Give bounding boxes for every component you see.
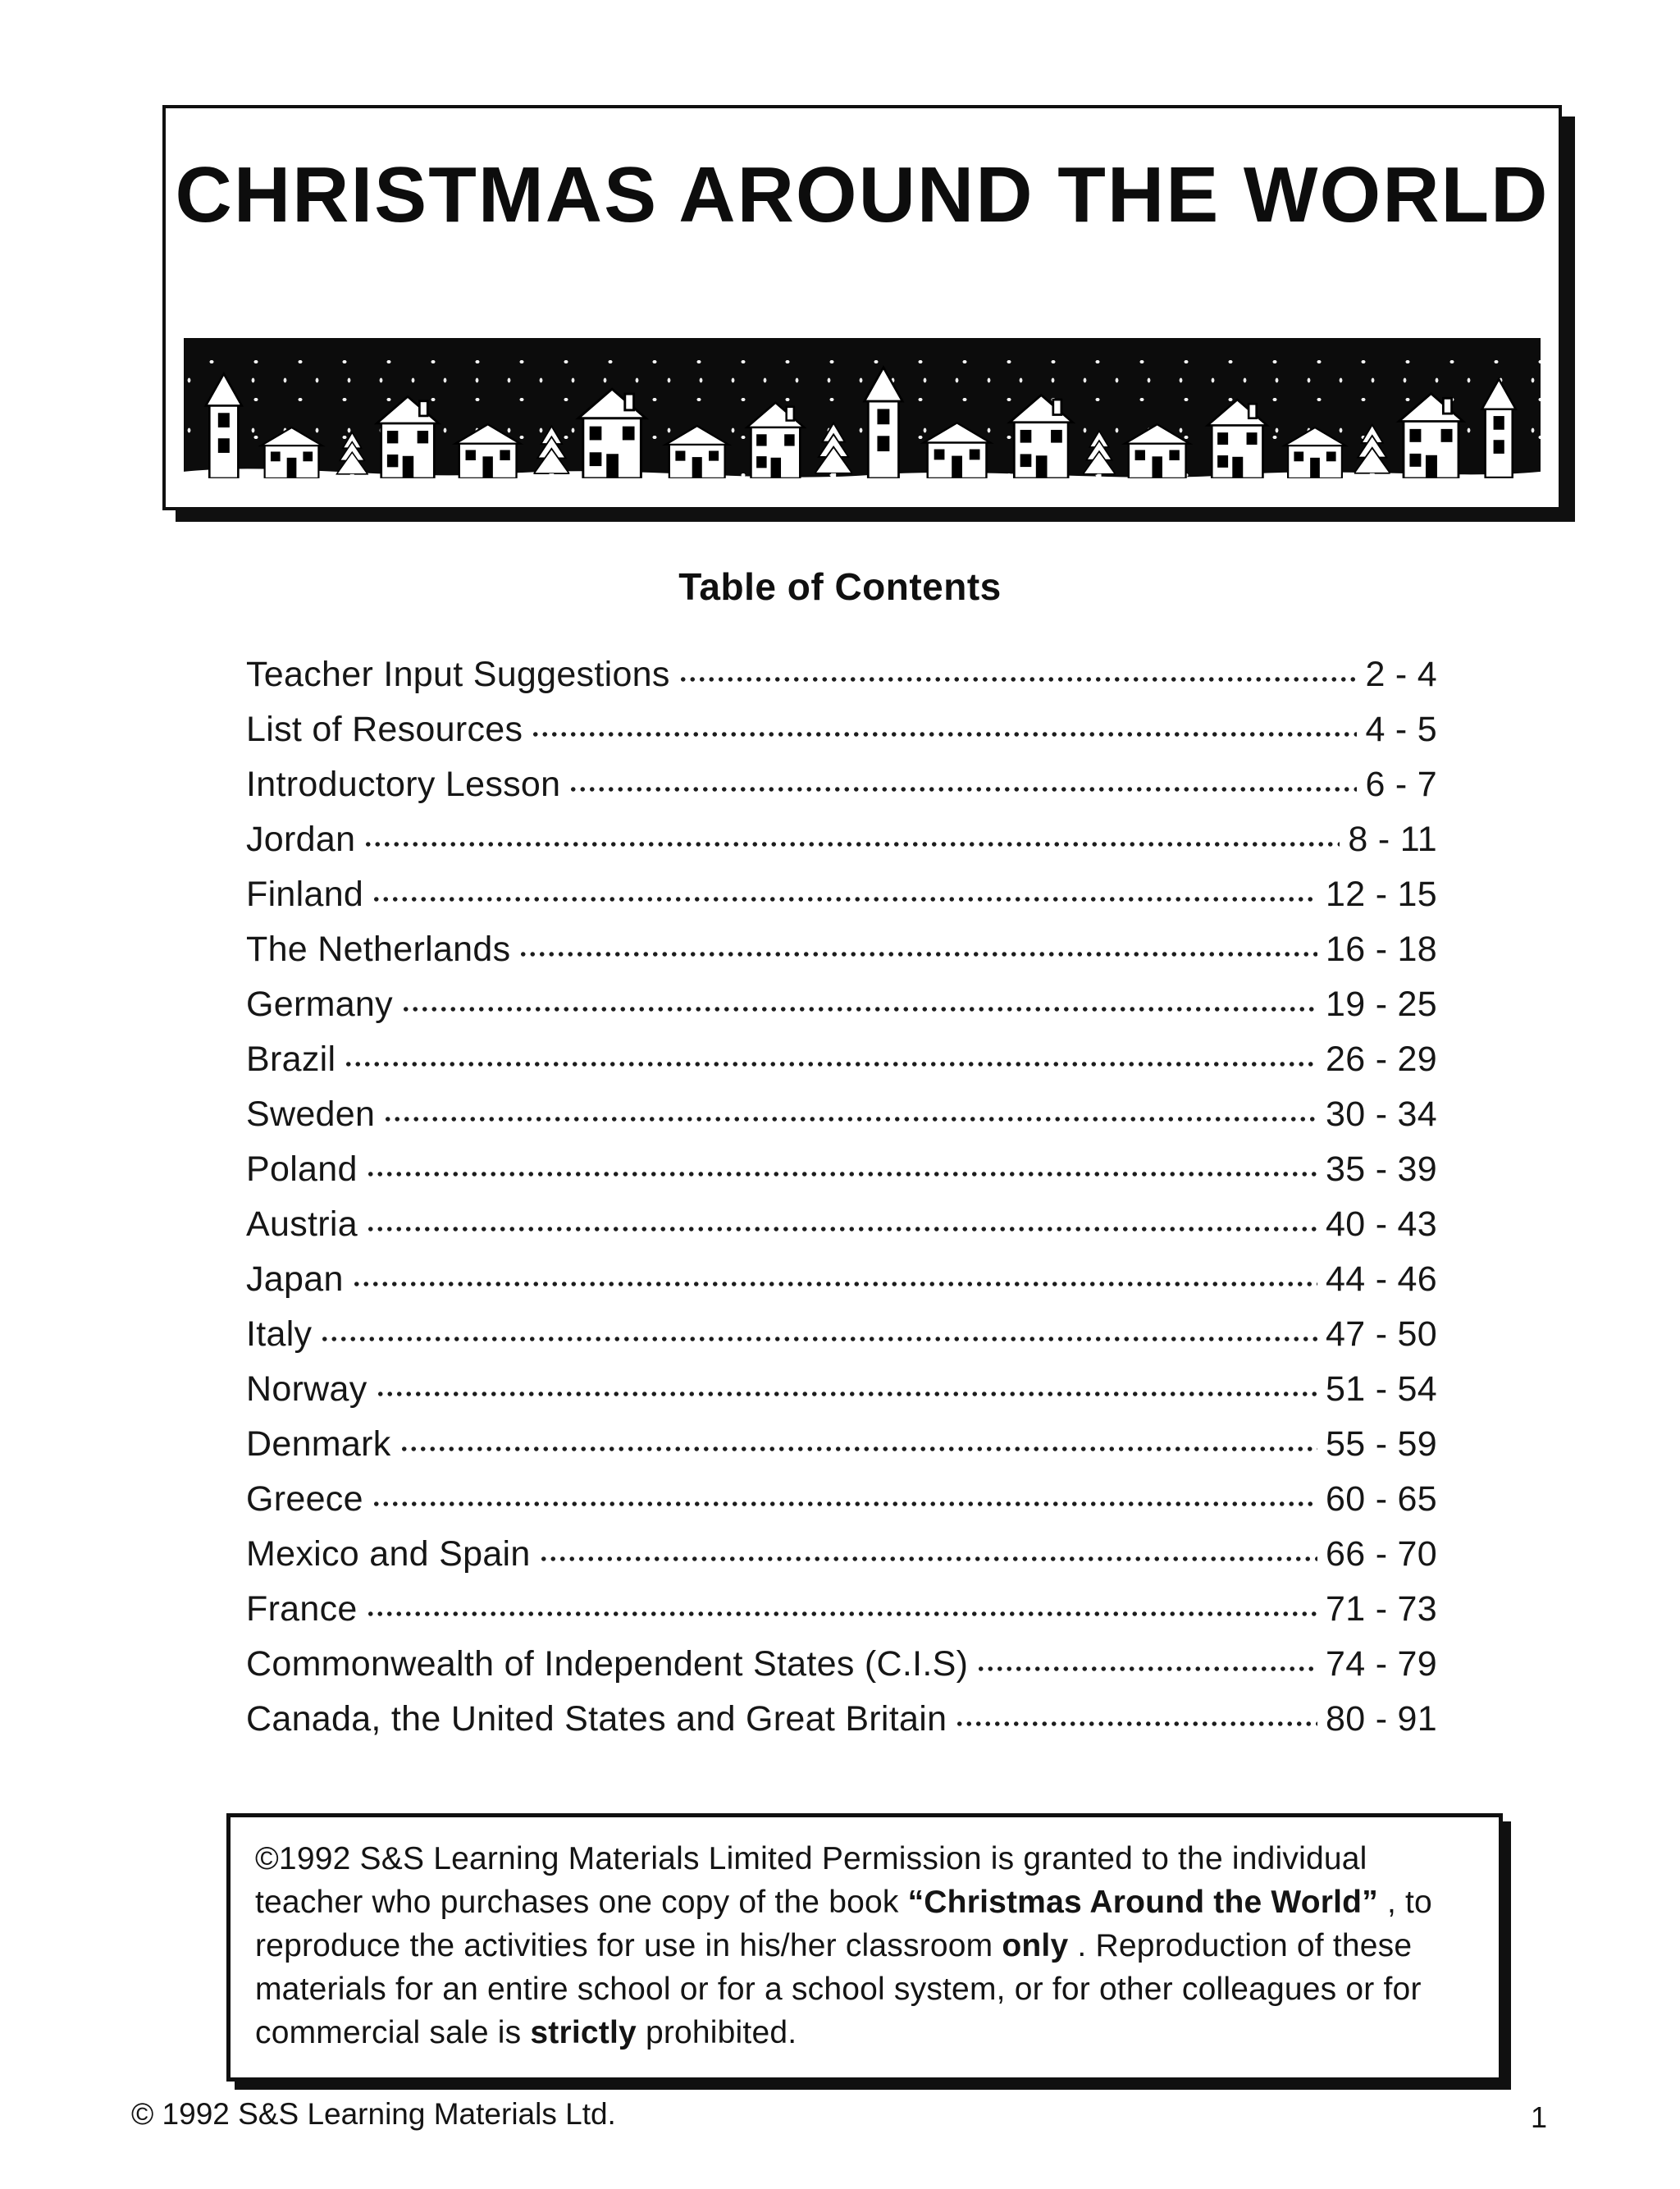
toc-entry: [246, 970, 1437, 1025]
dotted-leader: [568, 786, 1357, 793]
toc-entry-label: Mexico and Spain: [246, 1534, 531, 1574]
copyright-text-segment: only: [1002, 1928, 1069, 1963]
toc-entry: [246, 860, 1437, 915]
dotted-leader: [366, 1226, 1317, 1232]
toc-entry-pages: 74 - 79: [1326, 1644, 1437, 1684]
toc-entry-label: Italy: [246, 1314, 313, 1354]
toc-entry-label: Germany: [246, 985, 393, 1024]
toc-entry: [246, 1080, 1437, 1135]
toc-entry: [246, 1025, 1437, 1080]
toc-entry: [246, 1190, 1437, 1245]
toc-entry: [246, 1574, 1437, 1629]
toc-entry: [246, 1465, 1437, 1520]
dotted-leader: [366, 1611, 1317, 1617]
toc-entry-label: List of Resources: [246, 710, 523, 749]
toc-entry-pages: 40 - 43: [1326, 1204, 1437, 1244]
dotted-leader: [372, 1501, 1317, 1507]
book-header: [162, 105, 1562, 510]
toc-entry: [246, 915, 1437, 970]
toc-entry-label: Commonwealth of Independent States (C.I.S): [246, 1644, 969, 1684]
toc-entry: [246, 1245, 1437, 1300]
toc-entry-pages: 4 - 5: [1365, 710, 1437, 749]
copyright-text-segment: “Christmas Around the World”: [907, 1885, 1378, 1920]
toc-entry: [246, 805, 1437, 860]
toc-entry-label: Finland: [246, 875, 364, 914]
dotted-leader: [363, 841, 1340, 848]
dotted-leader: [401, 1006, 1317, 1012]
toc-entry-label: Brazil: [246, 1040, 336, 1079]
toc-entry-label: Introductory Lesson: [246, 765, 561, 804]
copyright-text-segment: . Reproduction of these materials for an entire school or for a school system, or for other colleagues or for commercial sale is: [255, 1928, 1422, 2050]
dotted-leader: [531, 731, 1357, 738]
toc-entry-label: Austria: [246, 1204, 358, 1244]
toc-entry-pages: 55 - 59: [1326, 1424, 1437, 1464]
toc-entry-pages: 80 - 91: [1326, 1699, 1437, 1739]
toc-entry-pages: 8 - 11: [1348, 820, 1437, 859]
toc-entry-label: The Netherlands: [246, 930, 511, 969]
toc-entry-pages: 35 - 39: [1326, 1149, 1437, 1189]
toc-entry-pages: 47 - 50: [1326, 1314, 1437, 1354]
toc-entry-pages: 60 - 65: [1326, 1479, 1437, 1519]
dotted-leader: [976, 1666, 1317, 1672]
toc-entry-label: Poland: [246, 1149, 358, 1189]
toc-entry-pages: 51 - 54: [1326, 1369, 1437, 1409]
dotted-leader: [344, 1061, 1317, 1067]
footer-credit: © 1992 S&S Learning Materials Ltd.: [131, 2097, 616, 2131]
toc-list: [246, 640, 1437, 1739]
toc-entry: [246, 1684, 1437, 1739]
toc-entry-pages: 26 - 29: [1326, 1040, 1437, 1079]
book-title: CHRISTMAS AROUND THE WORLD: [175, 151, 1550, 239]
toc-entry-label: France: [246, 1589, 358, 1629]
toc-entry: [246, 640, 1437, 695]
copyright-text-segment: prohibited.: [645, 2015, 797, 2050]
copyright-text-segment: , to reproduce the activities for use in his/her classroom: [255, 1885, 1432, 1963]
toc-entry-pages: 30 - 34: [1326, 1094, 1437, 1134]
toc-entry: [246, 750, 1437, 805]
toc-entry: [246, 1629, 1437, 1684]
toc-entry-pages: 71 - 73: [1326, 1589, 1437, 1629]
dotted-leader: [955, 1721, 1317, 1727]
toc-entry-label: Sweden: [246, 1094, 376, 1134]
toc-entry-pages: 44 - 46: [1326, 1259, 1437, 1299]
toc-entry-pages: 19 - 25: [1326, 985, 1437, 1024]
dotted-leader: [352, 1281, 1317, 1287]
toc-entry-label: Denmark: [246, 1424, 391, 1464]
dotted-leader: [366, 1171, 1317, 1177]
toc-entry-label: Jordan: [246, 820, 356, 859]
toc-entry-pages: 66 - 70: [1326, 1534, 1437, 1574]
dotted-leader: [539, 1556, 1317, 1562]
snowy-village-banner: [184, 338, 1541, 491]
toc-entry-pages: 12 - 15: [1326, 875, 1437, 914]
dotted-leader: [372, 896, 1317, 903]
toc-entry: [246, 1135, 1437, 1190]
toc-heading: Table of Contents: [678, 565, 1002, 608]
toc-entry-label: Greece: [246, 1479, 363, 1519]
toc-entry-label: Canada, the United States and Great Britain: [246, 1699, 947, 1739]
toc-entry: [246, 1520, 1437, 1574]
dotted-leader: [383, 1116, 1317, 1122]
page-number: 1: [1530, 2100, 1547, 2134]
toc-entry-pages: 6 - 7: [1365, 765, 1437, 804]
toc-entry: [246, 1410, 1437, 1465]
toc-entry-label: Japan: [246, 1259, 344, 1299]
dotted-leader: [678, 676, 1358, 683]
toc-entry-label: Teacher Input Suggestions: [246, 655, 670, 694]
dotted-leader: [320, 1336, 1317, 1342]
copyright-text-segment: strictly: [530, 2015, 637, 2050]
dotted-leader: [518, 951, 1317, 957]
dotted-leader: [376, 1391, 1317, 1397]
toc-entry-pages: 2 - 4: [1365, 655, 1437, 694]
toc-entry: [246, 1355, 1437, 1410]
toc-entry-pages: 16 - 18: [1326, 930, 1437, 969]
copyright-text-segment: ©1992 S&S Learning Materials Limited Permission is granted to the individual teacher who purchases one copy of the book: [255, 1841, 1367, 1920]
dotted-leader: [399, 1446, 1317, 1452]
toc-entry: [246, 1300, 1437, 1355]
toc-entry-label: Norway: [246, 1369, 368, 1409]
toc-entry: [246, 695, 1437, 750]
copyright-notice-box: [226, 1813, 1503, 2082]
snowy-village-illustration: [184, 338, 1541, 491]
